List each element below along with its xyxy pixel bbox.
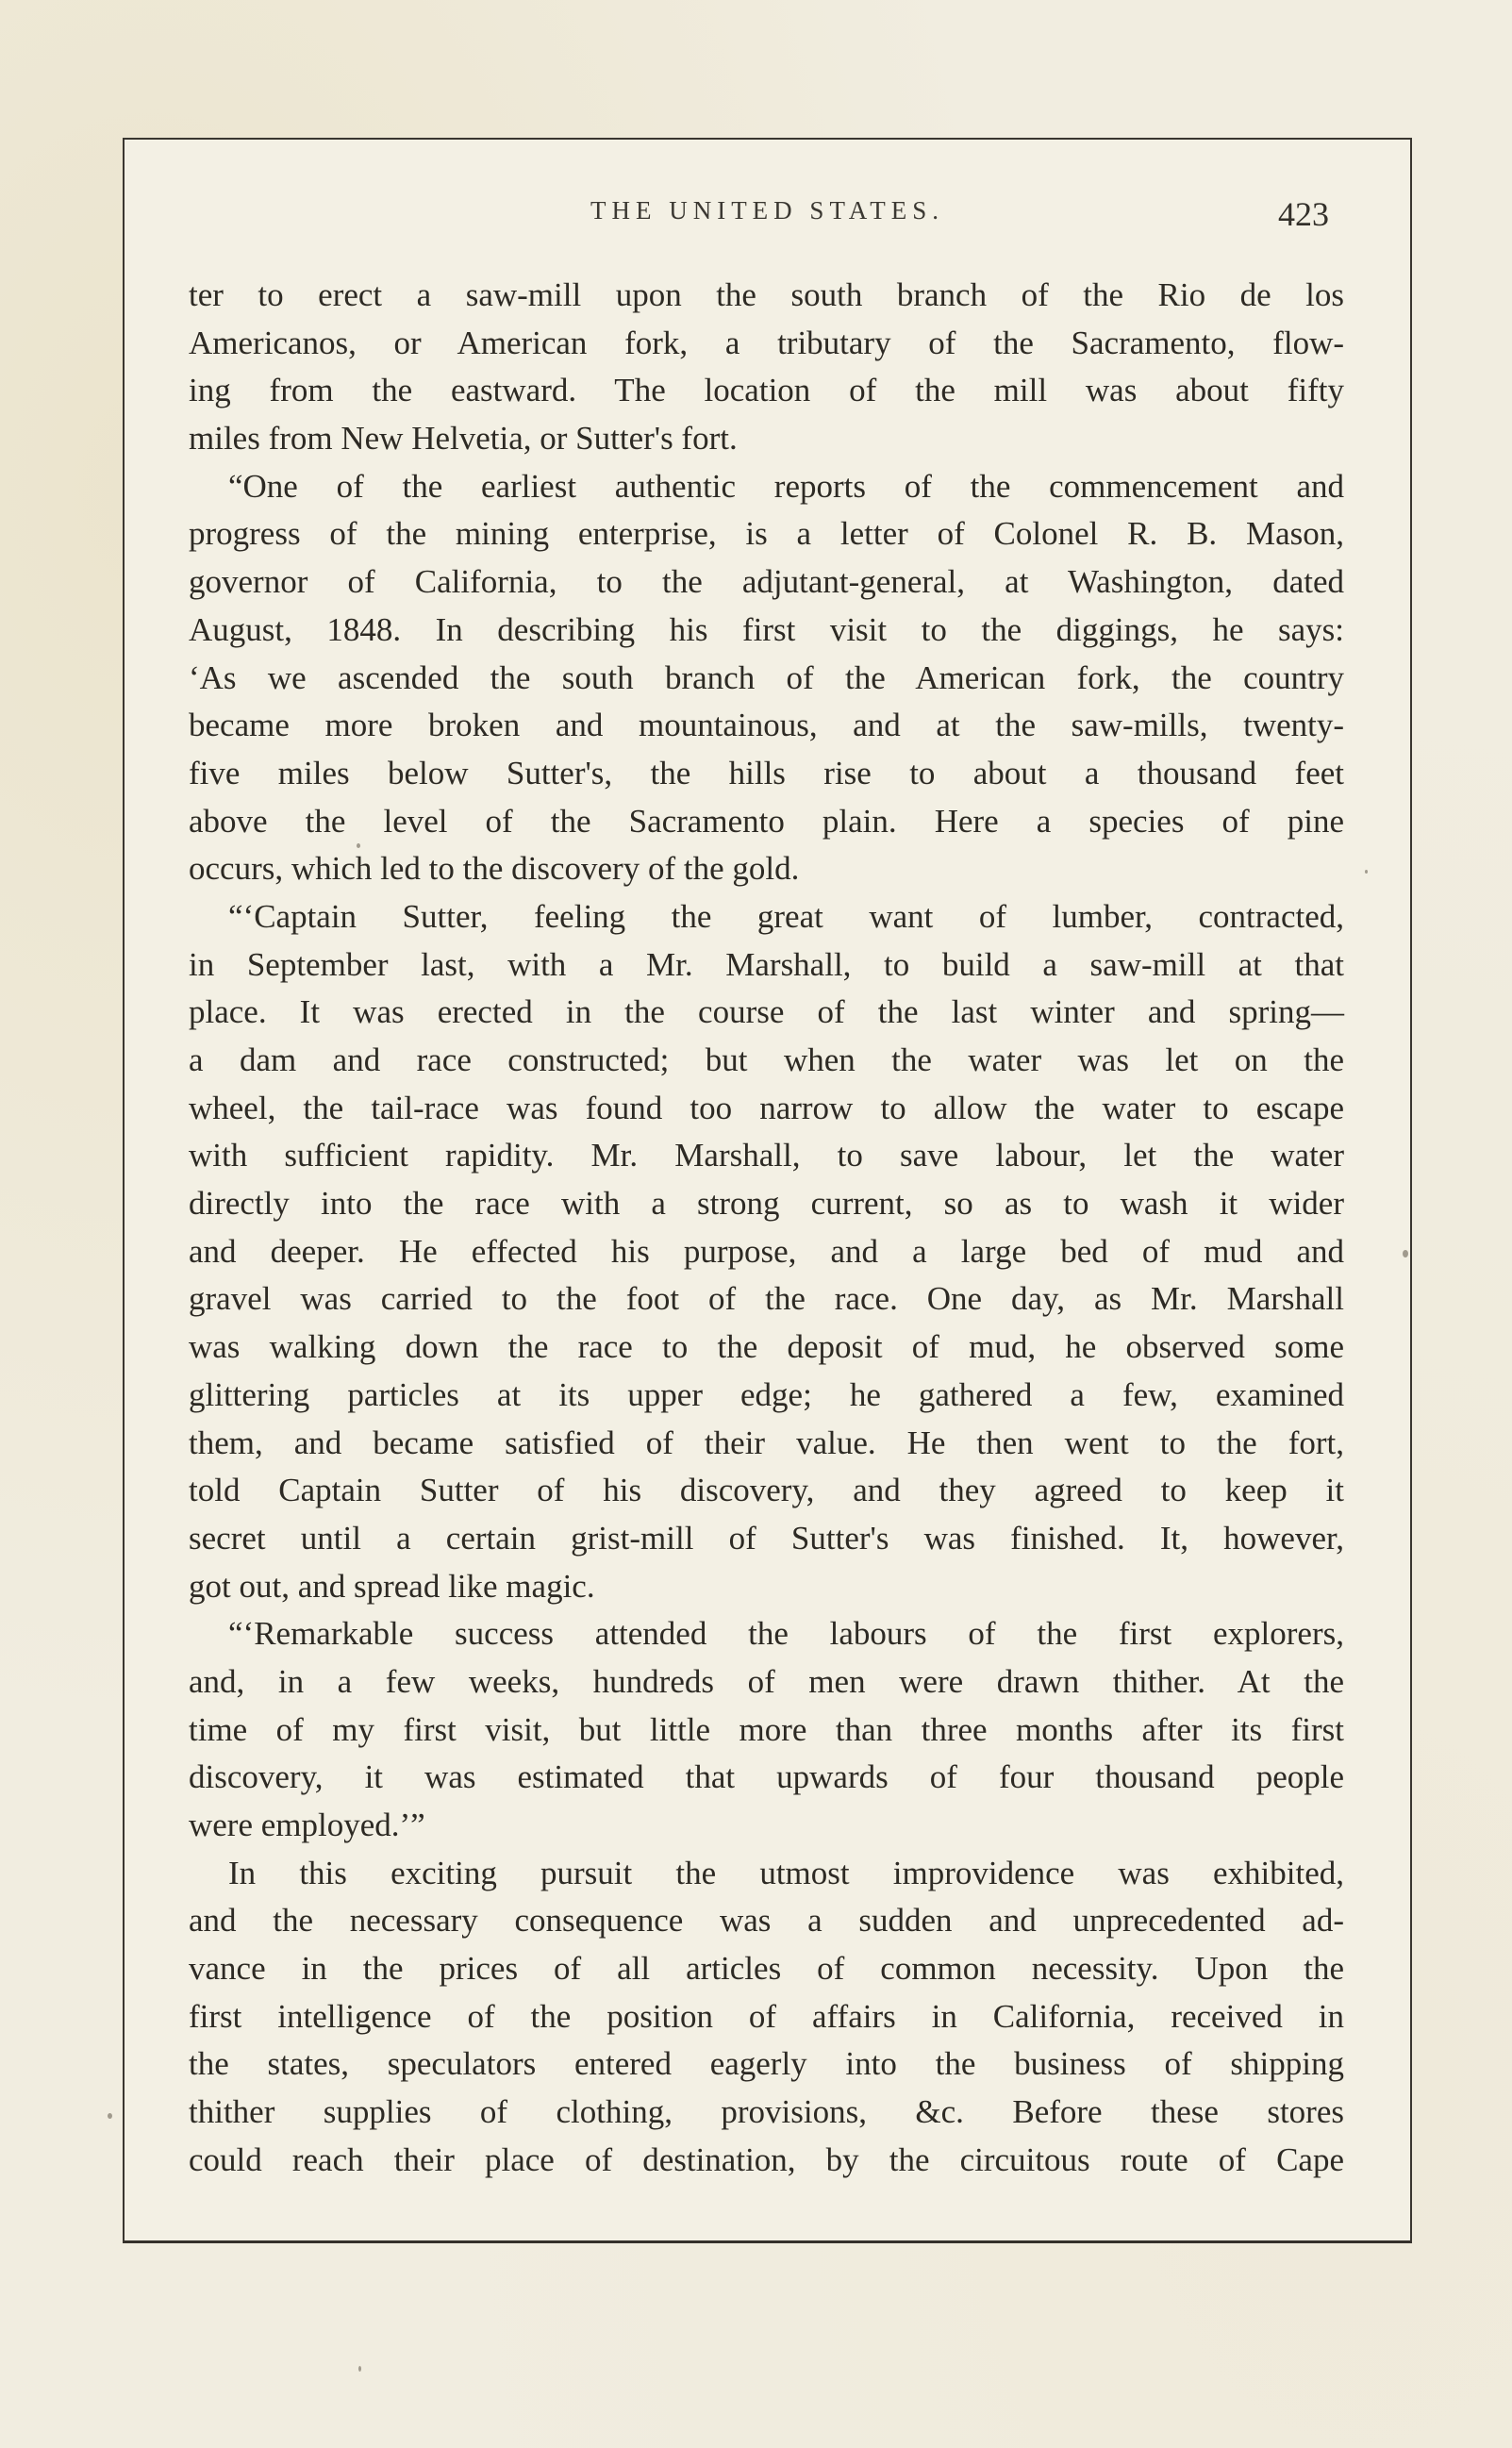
text-line: time of my first visit, but little more than three months after its first — [189, 1710, 1344, 1748]
text-line: and the necessary consequence was a sudden and unprecedented ad- — [189, 1902, 1344, 1940]
text-line: a dam and race constructed; but when the water was let on the — [189, 1041, 1344, 1078]
text-line: secret until a certain grist-mill of Sutter's was finished. It, however, — [189, 1519, 1344, 1557]
text-line: with sufficient rapidity. Mr. Marshall, to save labour, let the water — [189, 1137, 1344, 1174]
text-line: ing from the eastward. The location of the mill was about fifty — [189, 372, 1344, 409]
text-line: “‘Captain Sutter, feeling the great want of lumber, contracted, — [228, 897, 1344, 935]
text-line: told Captain Sutter of his discovery, and they agreed to keep it — [189, 1472, 1344, 1509]
text-line: could reach their place of destination, by the circuitous route of Cape — [189, 2140, 1344, 2178]
text-line: them, and became satisfied of their value. He then went to the fort, — [189, 1424, 1344, 1461]
text-line: occurs, which led to the discovery of the gold. — [189, 850, 800, 888]
paper-speck — [357, 843, 360, 848]
text-line: glittering particles at its upper edge; he gathered a few, examined — [189, 1375, 1344, 1413]
text-line: progress of the mining enterprise, is a letter of Colonel R. B. Mason, — [189, 515, 1344, 553]
text-line: in September last, with a Mr. Marshall, to build a saw-mill at that — [189, 945, 1344, 983]
text-line: ter to erect a saw-mill upon the south branch of the Rio de los — [189, 276, 1344, 313]
text-line: the states, speculators entered eagerly into the business of shipping — [189, 2045, 1344, 2083]
text-line: “One of the earliest authentic reports of the commencement and — [228, 467, 1344, 505]
text-line: were employed.’” — [189, 1807, 425, 1843]
text-line: was walking down the race to the deposit of mud, he observed some — [189, 1328, 1344, 1366]
text-line: Americanos, or American fork, a tributary of the Sacramento, flow- — [189, 324, 1344, 361]
running-title: THE UNITED STATES. — [590, 196, 945, 225]
text-line: gravel was carried to the foot of the race. One day, as Mr. Marshall — [189, 1280, 1344, 1318]
text-line: ‘As we ascended the south branch of the American fork, the country — [189, 658, 1344, 696]
text-line: and, in a few weeks, hundreds of men were drawn thither. At the — [189, 1662, 1344, 1700]
page-frame — [123, 138, 1412, 2243]
text-line: governor of California, to the adjutant-general, at Washington, dated — [189, 563, 1344, 601]
text-line: five miles below Sutter's, the hills rise to about a thousand feet — [189, 754, 1344, 791]
running-head — [125, 194, 1410, 232]
paper-speck — [1365, 870, 1368, 874]
paper-speck — [108, 2113, 112, 2119]
text-line: vance in the prices of all articles of common necessity. Upon the — [189, 1950, 1344, 1988]
body-text — [189, 272, 1344, 2185]
text-line: discovery, it was estimated that upwards of four thousand people — [189, 1758, 1344, 1796]
text-line: August, 1848. In describing his first visit to the diggings, he says: — [189, 610, 1344, 648]
text-line: place. It was erected in the course of the last winter and spring— — [189, 993, 1344, 1031]
text-line: first intelligence of the position of affairs in California, received in — [189, 1997, 1344, 2035]
text-line: and deeper. He effected his purpose, and a large bed of mud and — [189, 1232, 1344, 1270]
text-line: In this exciting pursuit the utmost improvidence was exhibited, — [228, 1854, 1344, 1891]
page-number: 423 — [1278, 195, 1329, 233]
text-line: thither supplies of clothing, provisions, &c. Before these stores — [189, 2093, 1344, 2131]
text-line: above the level of the Sacramento plain. Here a species of pine — [189, 802, 1344, 840]
text-line: directly into the race with a strong current, so as to wash it wider — [189, 1185, 1344, 1223]
text-line: wheel, the tail-race was found too narrow to allow the water to escape — [189, 1089, 1344, 1126]
text-line: “‘Remarkable success attended the labours of the first explorers, — [228, 1615, 1344, 1653]
paper-speck — [358, 2366, 361, 2372]
text-line: became more broken and mountainous, and at the saw-mills, twenty- — [189, 707, 1344, 744]
text-line: miles from New Helvetia, or Sutter's fort. — [189, 420, 738, 458]
paper-speck — [1403, 1250, 1408, 1257]
text-line: got out, and spread like magic. — [189, 1567, 595, 1605]
